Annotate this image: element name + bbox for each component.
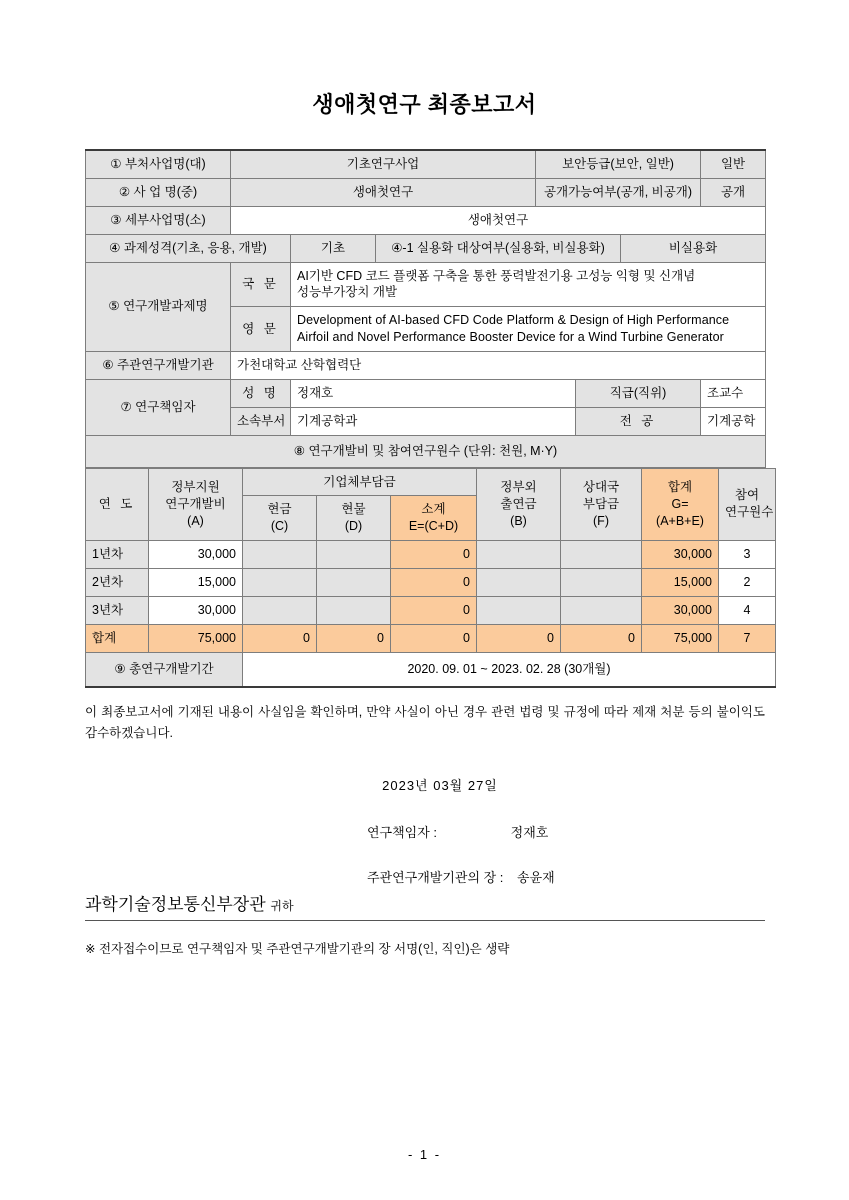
label-host-institution: ⑥ 주관연구개발기관 <box>86 352 231 380</box>
budget-section-caption: ⑧ 연구개발비 및 참여연구원수 (단위: 천원, M·Y) <box>86 435 766 467</box>
label-project-title: ⑤ 연구개발과제명 <box>86 262 231 352</box>
cell-grand-total: 30,000 <box>642 541 719 569</box>
cell-gov-outside <box>477 569 561 597</box>
value-program-name: 생애첫연구 <box>231 178 536 206</box>
table-row-researcher-name <box>86 379 766 407</box>
declaration-text: 이 최종보고서에 기재된 내용이 사실임을 확인하며, 만약 사실이 아닌 경우 관련 법령 및 규정에 따라 제재 처분 등의 불이익도 감수하겠습니다. <box>85 704 765 741</box>
cell-partner <box>561 569 642 597</box>
label-pi-position: 직급(직위) <box>576 379 701 407</box>
header-researchers-line1: 참여 <box>734 488 760 503</box>
table-row-program-name <box>86 178 766 206</box>
header-gov-outside <box>477 468 561 541</box>
cell-subtotal: 0 <box>391 596 477 624</box>
cell-researchers: 4 <box>719 596 776 624</box>
header-partner-line1: 상대국 <box>582 480 620 494</box>
header-cash-line1: 현금 <box>267 502 292 517</box>
cell-researchers: 2 <box>719 569 776 597</box>
header-year: 연 도 <box>86 468 149 541</box>
signature-line-pi <box>85 822 765 841</box>
signature-line-institution <box>85 867 765 886</box>
header-inkind <box>317 496 391 541</box>
cell-total-subtotal: 0 <box>391 624 477 652</box>
value-commercialization: 비실용화 <box>621 234 766 262</box>
header-gov-support <box>149 468 243 541</box>
header-company-contribution: 기업체부담금 <box>243 468 477 496</box>
table-row-project-nature <box>86 234 766 262</box>
cell-total-label: 합계 <box>86 624 149 652</box>
ministry-name: 과학기술정보통신부장관 <box>85 895 266 915</box>
cell-grand-total: 30,000 <box>642 596 719 624</box>
signature-date: 2023년 03월 27일 <box>382 778 498 794</box>
header-subtotal-line2: E=(C+D) <box>408 519 459 534</box>
label-ministry-program: ① 부처사업명(대) <box>86 150 231 178</box>
header-inkind-line2: (D) <box>344 519 363 534</box>
cell-gov-support: 30,000 <box>149 596 243 624</box>
signature-institution-label: 주관연구개발기관의 장 : <box>367 870 504 886</box>
header-researchers <box>719 468 776 541</box>
cell-year: 1년차 <box>86 541 149 569</box>
page-footer: - 1 - <box>407 1147 442 1162</box>
cell-gov-outside <box>477 541 561 569</box>
header-gov-support-line3: (A) <box>187 513 204 528</box>
label-disclosure: 공개가능여부(공개, 비공개) <box>536 178 701 206</box>
header-gov-outside-line3: (B) <box>510 513 527 528</box>
cell-researchers: 3 <box>719 541 776 569</box>
cell-inkind <box>317 569 391 597</box>
header-partner-line2: 부담금 <box>582 496 620 511</box>
ministry-honorific: 귀하 <box>270 899 294 914</box>
cell-cash <box>243 569 317 597</box>
table-row-research-period <box>86 652 776 686</box>
table-row-subprogram-name <box>86 206 766 234</box>
cell-total-grand-total: 75,000 <box>642 624 719 652</box>
cell-cash <box>243 596 317 624</box>
value-disclosure: 공개 <box>701 178 766 206</box>
cell-year: 3년차 <box>86 596 149 624</box>
cell-gov-support: 30,000 <box>149 541 243 569</box>
cell-partner <box>561 596 642 624</box>
signature-institution-head: 송윤재 <box>517 870 555 886</box>
cell-total-inkind: 0 <box>317 624 391 652</box>
table-row <box>86 569 776 597</box>
cell-total-researchers: 7 <box>719 624 776 652</box>
label-pi-department: 소속부서 <box>231 407 291 435</box>
signature-omission-note: ※ 전자접수이므로 연구책임자 및 주관연구개발기관의 장 서명(인, 직인)은 생략 <box>85 942 510 957</box>
table-row-host-institution <box>86 352 766 380</box>
value-pi-position: 조교수 <box>701 379 766 407</box>
page-title: 생애첫연구 최종보고서 <box>312 92 537 117</box>
cell-year: 2년차 <box>86 569 149 597</box>
header-grand-total <box>642 468 719 541</box>
header-gov-support-line1: 정부지원 <box>171 480 220 494</box>
signature-pi-name: 정재호 <box>510 825 549 841</box>
label-program-name: ② 사 업 명(중) <box>86 178 231 206</box>
header-partner-country <box>561 468 642 541</box>
header-gov-support-line2: 연구개발비 <box>165 496 226 511</box>
project-info-table <box>85 149 766 468</box>
label-project-nature: ④ 과제성격(기초, 응용, 개발) <box>86 234 291 262</box>
value-research-period: 2020. 09. 01 ~ 2023. 02. 28 (30개월) <box>243 652 776 686</box>
header-grand-total-line1: 합계 <box>667 480 693 494</box>
table-row-ministry-program <box>86 150 766 178</box>
cell-inkind <box>317 541 391 569</box>
header-subtotal <box>391 496 477 541</box>
cell-gov-support: 15,000 <box>149 569 243 597</box>
label-pi-major: 전 공 <box>576 407 701 435</box>
value-subprogram-name: 생애첫연구 <box>231 206 766 234</box>
value-pi-department: 기계공학과 <box>291 407 576 435</box>
table-row <box>86 541 776 569</box>
label-subprogram-name: ③ 세부사업명(소) <box>86 206 231 234</box>
label-pi-name: 성 명 <box>231 379 291 407</box>
label-english-title: 영 문 <box>231 307 291 352</box>
header-partner-line3: (F) <box>593 513 609 528</box>
label-security-grade: 보안등급(보안, 일반) <box>536 150 701 178</box>
label-principal-investigator: ⑦ 연구책임자 <box>86 379 231 435</box>
cell-total-cash: 0 <box>243 624 317 652</box>
header-cash <box>243 496 317 541</box>
table-row-project-title-korean <box>86 262 766 307</box>
label-commercialization: ④-1 실용화 대상여부(실용화, 비실용화) <box>376 234 621 262</box>
cell-inkind <box>317 596 391 624</box>
header-cash-line2: (C) <box>270 519 289 534</box>
budget-table <box>85 468 776 688</box>
cell-total-gov-support: 75,000 <box>149 624 243 652</box>
cell-total-partner: 0 <box>561 624 642 652</box>
table-row <box>86 596 776 624</box>
header-gov-outside-line2: 출연금 <box>500 496 537 511</box>
value-pi-major: 기계공학 <box>701 407 766 435</box>
cell-grand-total: 15,000 <box>642 569 719 597</box>
ministry-addressee <box>85 890 765 921</box>
cell-total-gov-outside: 0 <box>477 624 561 652</box>
cell-gov-outside <box>477 596 561 624</box>
cell-partner <box>561 541 642 569</box>
signature-pi-label: 연구책임자 : <box>367 825 438 841</box>
table-row-budget-caption <box>86 435 766 467</box>
budget-header-row-1 <box>86 468 776 496</box>
value-host-institution: 가천대학교 산학협력단 <box>231 352 766 380</box>
value-english-title: Development of AI-based CFD Code Platform & Design of High Performance Airfoil and Novel Performance Booster Device for a Wind Turbine Generator <box>291 307 766 352</box>
cell-subtotal: 0 <box>391 541 477 569</box>
value-ministry-program: 기초연구사업 <box>231 150 536 178</box>
budget-total-row <box>86 624 776 652</box>
label-research-period: ⑨ 총연구개발기간 <box>86 652 243 686</box>
header-subtotal-line1: 소계 <box>421 502 446 517</box>
header-grand-total-line2: G=(A+B+E) <box>656 496 704 528</box>
cell-subtotal: 0 <box>391 569 477 597</box>
cell-cash <box>243 541 317 569</box>
signature-block <box>85 775 765 957</box>
value-korean-title: AI기반 CFD 코드 플랫폼 구축을 통한 풍력발전기용 고성능 익형 및 신개념 성능부가장치 개발 <box>291 262 766 307</box>
value-project-nature: 기초 <box>291 234 376 262</box>
value-security-grade: 일반 <box>701 150 766 178</box>
label-korean-title: 국 문 <box>231 262 291 307</box>
value-pi-name: 정재호 <box>291 379 576 407</box>
header-researchers-line2: 연구원수 <box>725 505 774 520</box>
header-inkind-line1: 현물 <box>341 502 366 517</box>
header-gov-outside-line1: 정부외 <box>500 480 537 494</box>
